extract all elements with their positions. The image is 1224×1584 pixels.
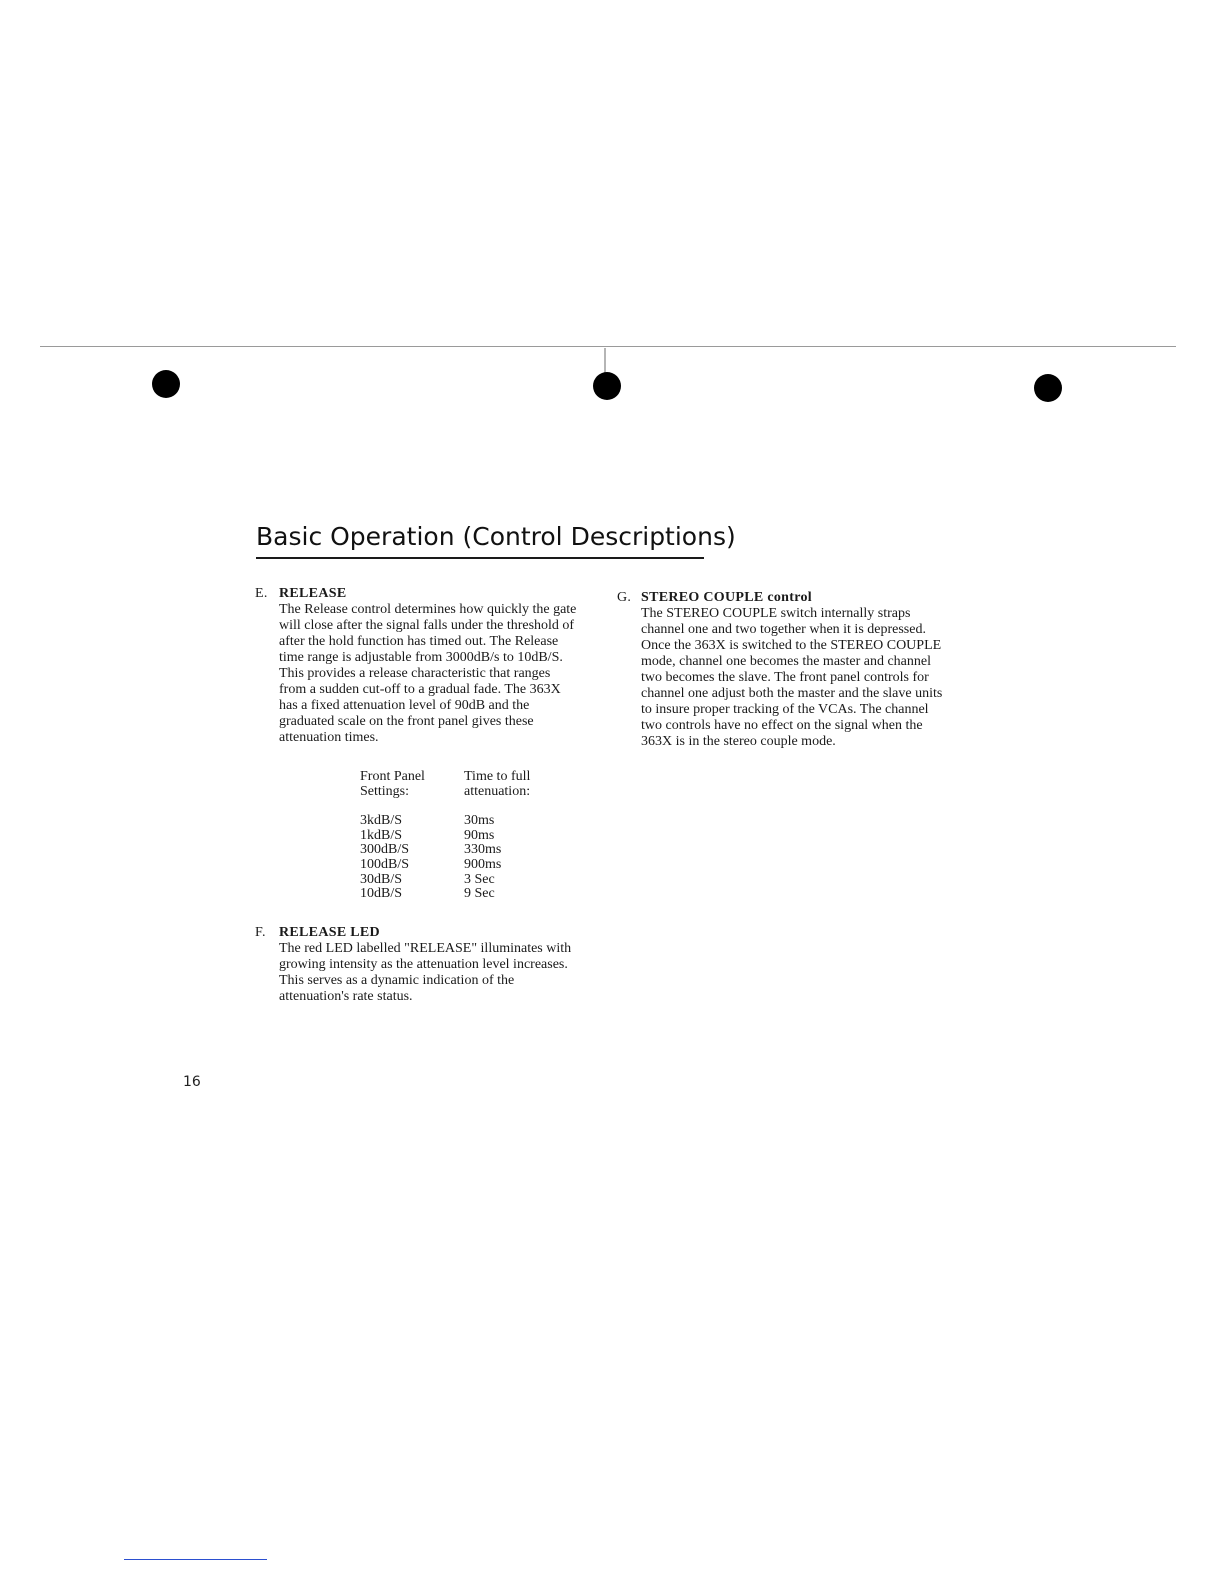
section-release-led-body: The red LED labelled "RELEASE" illuminates with growing intensity as the attenuation level increases. This serves as a dynamic indication of the attenuation's rate status. <box>279 941 572 1004</box>
top-rule <box>40 346 1176 347</box>
table-cell-time: 9 Sec <box>464 886 495 902</box>
section-release-title: RELEASE <box>279 586 347 601</box>
table-cell-setting: 100dB/S <box>360 856 410 872</box>
table-cell-setting: 30dB/S <box>360 871 403 887</box>
page-number: 16 <box>183 1074 201 1090</box>
time-header-line2: attenuation: <box>464 783 531 799</box>
table-cell-setting: 300dB/S <box>360 842 410 858</box>
section-stereo-couple-letter: G. <box>617 590 632 605</box>
table-cell-time: 3 Sec <box>464 871 495 887</box>
section-stereo-couple-heading <box>617 590 945 606</box>
section-stereo-couple-body: The STEREO COUPLE switch internally straps channel one and two together when it is depressed. Once the 363X is switched to the STEREO COUPLE mode, channel one becomes the master and channel two becomes the slave. The front panel controls for channel one adjust both the master and the slave units to insure proper tracking of the VCAs. The channel two controls have no effect on the signal when the 363X is in the stereo couple mode. <box>641 606 943 749</box>
section-stereo-couple <box>617 590 945 750</box>
table-cell-time: 90ms <box>464 827 495 843</box>
section-stereo-couple-title: STEREO COUPLE control <box>641 590 812 605</box>
bottom-link-rule <box>124 1559 267 1560</box>
settings-header-line2: Settings: <box>360 783 410 799</box>
table-cell-time: 330ms <box>464 842 502 858</box>
title-underline <box>256 557 704 559</box>
section-release-heading <box>255 586 581 602</box>
section-release-led <box>255 925 581 1005</box>
section-release-body: The Release control determines how quickly the gate will close after the signal falls under the threshold of after the hold function has timed out. The Release time range is adjustable from 3000dB/s to 10dB/S. This provides a release characteristic that ranges from a sudden cut-off to a gradual fade. The 363X has a fixed attenuation level of 90dB and the graduated scale on the front panel gives these attenuation times. <box>279 602 577 745</box>
section-release <box>255 586 581 746</box>
table-cell-setting: 3kdB/S <box>360 813 403 829</box>
table-cell-time: 30ms <box>464 813 495 829</box>
table-cell-time: 900ms <box>464 856 502 872</box>
section-release-led-heading <box>255 925 581 941</box>
section-release-letter: E. <box>255 586 268 601</box>
settings-header-line1: Front Panel <box>360 769 425 784</box>
release-table-time-column <box>464 770 530 902</box>
table-cell-setting: 10dB/S <box>360 886 403 902</box>
table-cell-setting: 1kdB/S <box>360 827 403 843</box>
section-release-led-title: RELEASE LED <box>279 925 380 940</box>
punch-hole-right <box>1034 374 1062 402</box>
punch-hole-left <box>152 370 180 398</box>
section-release-led-letter: F. <box>255 925 266 940</box>
punch-hole-center <box>593 372 621 400</box>
release-table-settings-column <box>360 770 425 902</box>
page-title: Basic Operation (Control Descriptions) <box>256 522 736 551</box>
time-header-line1: Time to full <box>464 769 531 784</box>
